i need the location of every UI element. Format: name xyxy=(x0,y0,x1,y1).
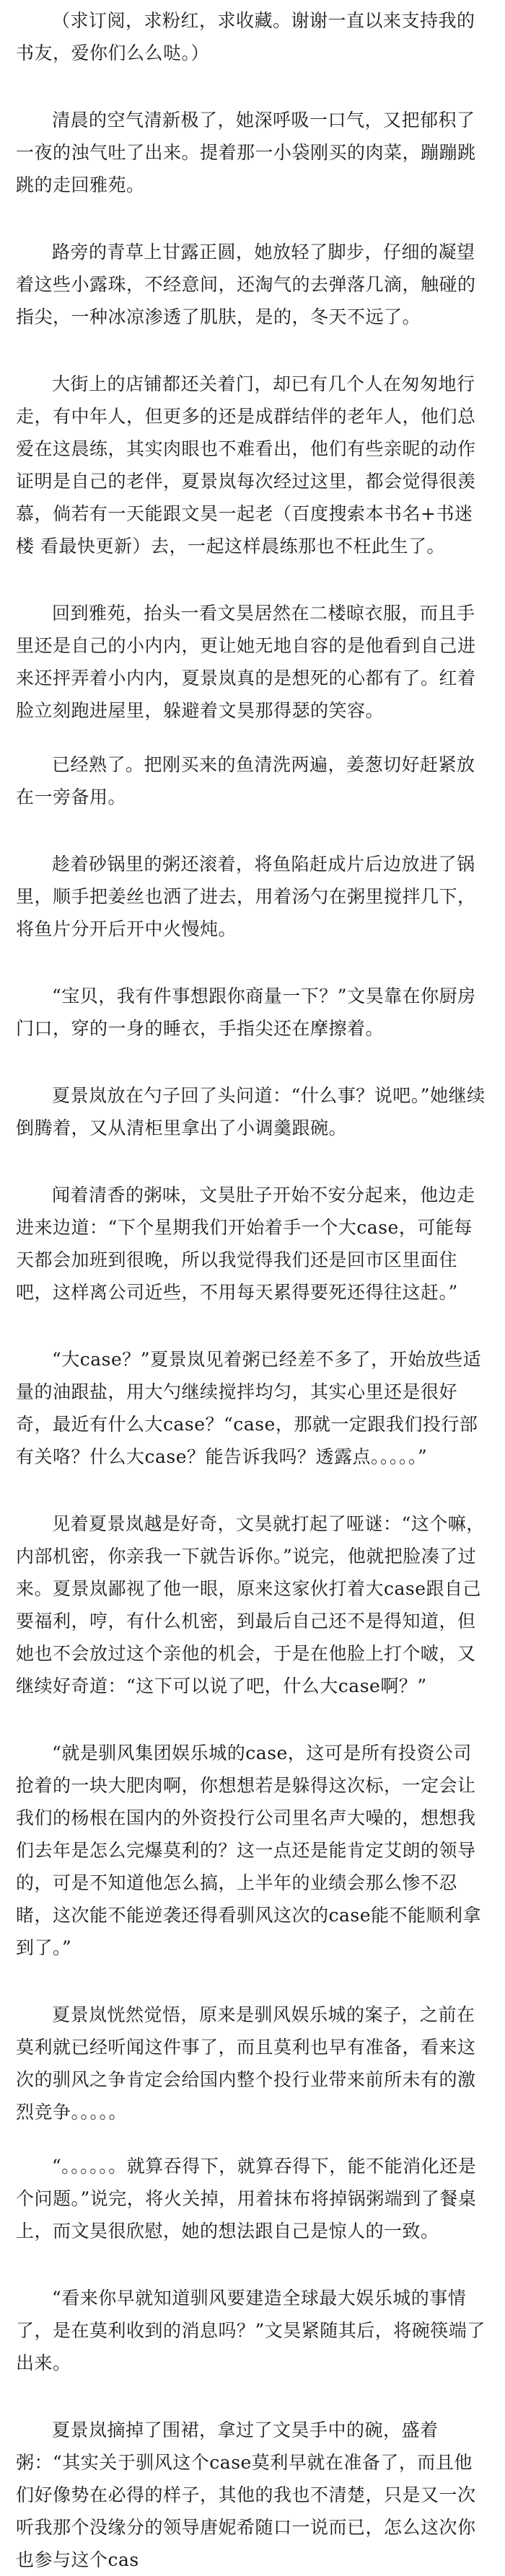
paragraph: 趁着砂锅里的粥还滚着，将鱼陷赶成片后边放进了锅里，顺手把姜丝也洒了进去，用着汤勺在粥里搅拌几下，将鱼片分开后开中火慢炖。 xyxy=(16,854,476,939)
paragraph: 夏景岚放在勺子回了头问道：“什么事？说吧。”她继续倒腾着，又从清柜里拿出了小调羹跟碗。 xyxy=(16,1085,486,1138)
paragraph: “就是驯风集团娱乐城的case，这可是所有投资公司抢着的一块大肥肉啊，你想想若是躲得这次标，一定会让我们的杨根在国内的外资投行公司里名声大噪的，想想我们去年是怎么完爆莫利的？这一点还是能肯定艾朗的领导的，可是不知道他怎么搞，上半年的业绩会那么惨不忍睹，这次能不能逆袭还得看驯风这次的case能不能顺利拿到了。” xyxy=(16,1743,482,1958)
paragraph: 清晨的空气清新极了，她深呼吸一口气，又把郁积了一夜的浊气吐了出来。提着那一小袋刚买的肉菜，蹦蹦跳跳的走回雅苑。 xyxy=(16,110,476,195)
paragraph-author-note: （求订阅，求粉红，求收藏。谢谢一直以来支持我的书友，爱你们么么哒。） xyxy=(16,10,475,63)
paragraph: 见着夏景岚越是好奇，文昊就打起了哑谜：“这个嘛，内部机密，你亲我一下就告诉你。”说完，他就把脸凑了过来。夏景岚鄙视了他一眼，原来这家伙打着大case跟自己要福利，哼，有什么机密，到最后自己还不是得知道，但她也不会放过这个亲他的机会，于是在他脸上打个啵，又继续好奇道：“这下可以说了吧，什么大case啊？” xyxy=(16,1513,485,1696)
paragraph: 夏景岚摘掉了围裙，拿过了文昊手中的碗，盛着粥：“其实关于驯风这个case莫利早就在准备了，而且他们好像势在必得的样子，其他的我也不清楚，只是又一次听我那个没缘分的领导唐妮希随口一说而已，怎么这次你也参与这个cas xyxy=(16,2420,476,2570)
paragraph: “宝贝，我有件事想跟你商量一下？”文昊靠在你厨房门口，穿的一身的睡衣，手指尖还在摩擦着。 xyxy=(16,986,476,1039)
paragraph: 回到雅苑，抬头一看文昊居然在二楼晾衣服，而且手里还是自己的小内内，更让她无地自容的是他看到自己进来还抨弄着小内内，夏景岚真的是想死的心都有了。红着脸立刻跑进屋里，躲避着文昊那得瑟的笑容。 xyxy=(16,603,476,721)
paragraph: “看来你早就知道驯风要建造全球最大娱乐城的事情了，是在莫利收到的消息吗？”文昊紧随其后，将碗筷端了出来。 xyxy=(16,2288,486,2373)
paragraph: 已经熟了。把刚买来的鱼清洗两遍，姜葱切好赶紧放在一旁备用。 xyxy=(16,754,475,807)
paragraph: “。。。。。。就算吞得下，就算吞得下，能不能消化还是个问题。”说完，将火关掉，用着抹布将掉锅粥端到了餐桌上，而文昊很欣慰，她的想法跟自己是惊人的一致。 xyxy=(16,2156,477,2241)
paragraph: 闻着清香的粥味，文昊肚子开始不安分起来，他边走进来边道：“下个星期我们开始着手一个大case，可能每天都会加班到很晚，所以我觉得我们还是回市区里面住吧，这样离公司近些，不用每天累得要死还得往这赶。” xyxy=(16,1185,475,1303)
paragraph: “大case？”夏景岚见着粥已经差不多了，开始放些适量的油跟盐，用大勺继续搅拌均匀，其实心里还是很好奇，最近有什么大case？“case，那就一定跟我们投行部有关咯？什么大case？能告诉我吗？透露点。。。。。” xyxy=(16,1349,482,1467)
paragraph: 夏景岚恍然觉悟，原来是驯风娱乐城的案子，之前在莫利就已经听闻这件事了，而且莫利也早有准备，看来这次的驯风之争肯定会给国内整个投行业带来前所未有的激烈竞争。。。。。 xyxy=(16,2004,476,2123)
paragraph: 路旁的青草上甘露正圆，她放轻了脚步，仔细的凝望着这些小露珠，不经意间，还淘气的去弹落几滴，触碰的指尖，一种冰凉渗透了肌肤，是的，冬天不远了。 xyxy=(16,242,476,327)
paragraph: 大街上的店铺都还关着门，却已有几个人在匆匆地行走，有中年人，但更多的还是成群结伴的老年人，他们总爱在这晨练，其实肉眼也不难看出，他们有些亲昵的动作证明是自己的老伴，夏景岚每次经过这里，都会觉得很羡慕，倘若有一天能跟文昊一起老（百度搜索本书名+书迷楼 看最快更新）去，一起这样晨练那也不枉此生了。 xyxy=(16,373,476,557)
